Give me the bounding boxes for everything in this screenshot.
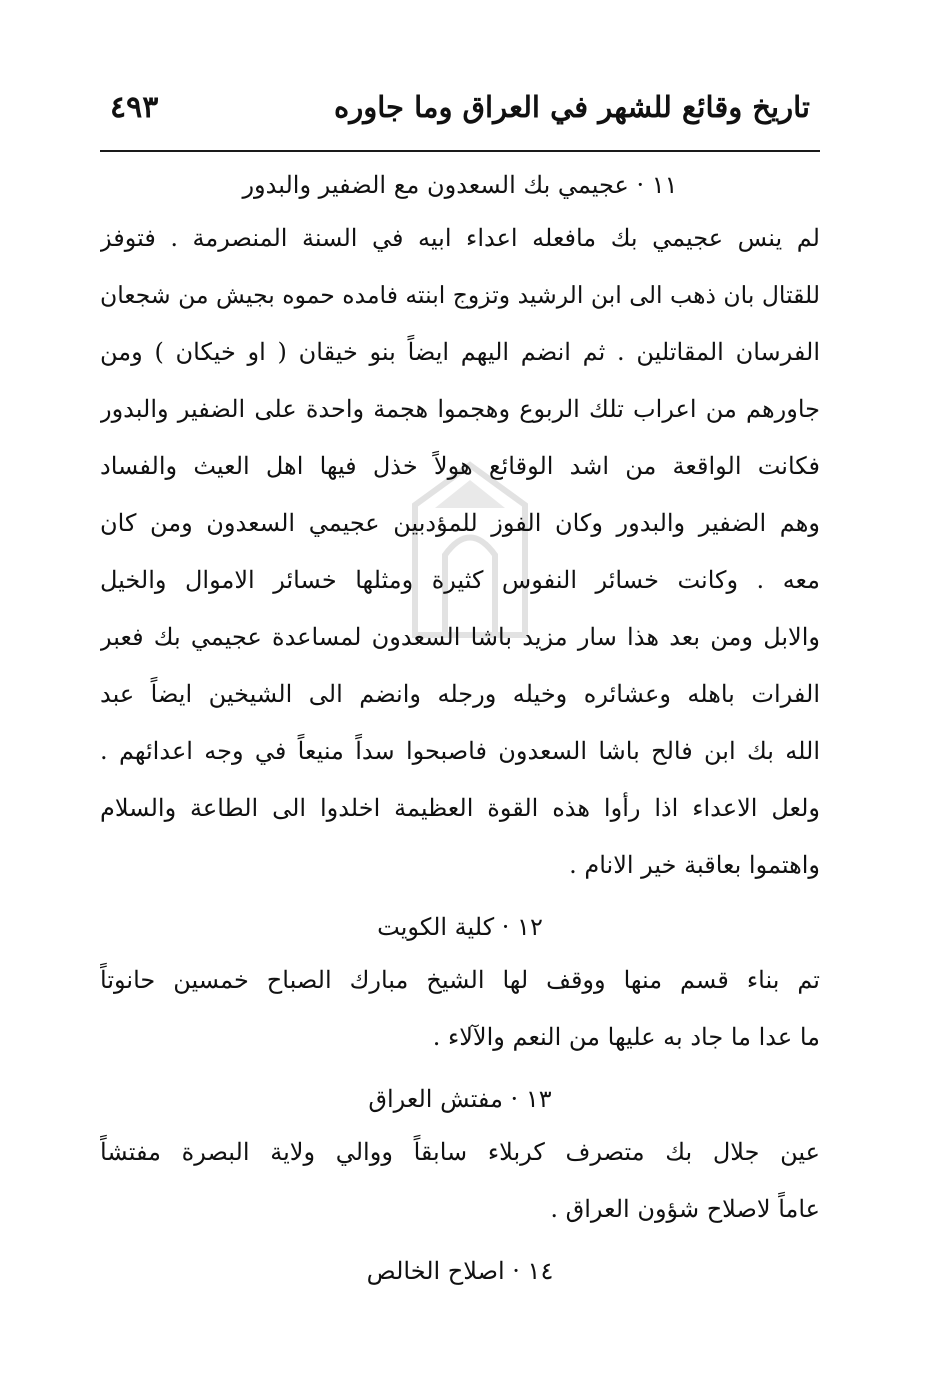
text-line: عين جلال بك متصرف كربلاء سابقاً ووالي ولاية البصرة مفتشاً bbox=[100, 1138, 820, 1166]
running-title: تاريخ وقائع للشهر في العراق وما جاوره bbox=[334, 90, 810, 124]
section-13 bbox=[100, 1074, 820, 1238]
page-body bbox=[100, 160, 820, 1296]
section-14 bbox=[100, 1246, 820, 1296]
text-line: معه . وكانت خسائر النفوس كثيرة ومثلها خسائر الاموال والخيل bbox=[100, 566, 820, 594]
text-line: لم ينس عجيمي بك مافعله اعداء ابيه في السنة المنصرمة . فتوفز bbox=[100, 224, 820, 252]
text-line: عاماً لاصلاح شؤون العراق . bbox=[550, 1195, 820, 1223]
text-line: واهتموا بعاقبة خير الانام . bbox=[569, 851, 820, 879]
text-line: والابل ومن بعد هذا سار مزيد باشا السعدون لمساعدة عجيمي بك فعبر bbox=[100, 623, 820, 651]
section-11 bbox=[100, 160, 820, 894]
text-line: الفرات باهله وعشائره وخيله ورجله وانضم الى الشيخين ايضاً عبد bbox=[100, 680, 820, 708]
text-line: ولعل الاعداء اذا رأوا هذه القوة العظيمة اخلدوا الى الطاعة والسلام bbox=[100, 794, 820, 822]
section-heading: ١٤ · اصلاح الخالص bbox=[366, 1257, 554, 1285]
text-line: الفرسان المقاتلين . ثم انضم اليهم ايضاً بنو خيقان ( او خيكان ) ومن bbox=[100, 338, 820, 366]
section-heading: ١٣ · مفتش العراق bbox=[368, 1085, 552, 1113]
page-header bbox=[110, 82, 810, 132]
text-line: فكانت الواقعة من اشد الوقائع هولاً خذل فيها اهل العيث والفساد bbox=[100, 452, 820, 480]
page-number: ٤٩٣ bbox=[110, 89, 159, 125]
text-line: تم بناء قسم منها ووقف لها الشيخ مبارك الصباح خمسين حانوتاً bbox=[100, 966, 820, 994]
text-line: جاورهم من اعراب تلك الربوع وهجموا هجمة واحدة على الضفير والبدور bbox=[100, 395, 820, 423]
section-12 bbox=[100, 902, 820, 1066]
text-line: وهم الضفير والبدور وكان الفوز للمؤدبين عجيمي السعدون ومن كان bbox=[100, 509, 820, 537]
text-line: للقتال بان ذهب الى ابن الرشيد وتزوج ابنته فامده حموه بجيش من شجعان bbox=[100, 281, 820, 309]
text-line: ما عدا ما جاد به عليها من النعم والآلاء . bbox=[432, 1023, 820, 1051]
section-heading: ١١ · عجيمي بك السعدون مع الضفير والبدور bbox=[242, 171, 678, 199]
header-rule bbox=[100, 150, 820, 152]
section-heading: ١٢ · كلية الكويت bbox=[377, 913, 543, 941]
text-line: الله بك ابن فالح باشا السعدون فاصبحوا سداً منيعاً في وجه اعدائهم . bbox=[100, 737, 820, 765]
